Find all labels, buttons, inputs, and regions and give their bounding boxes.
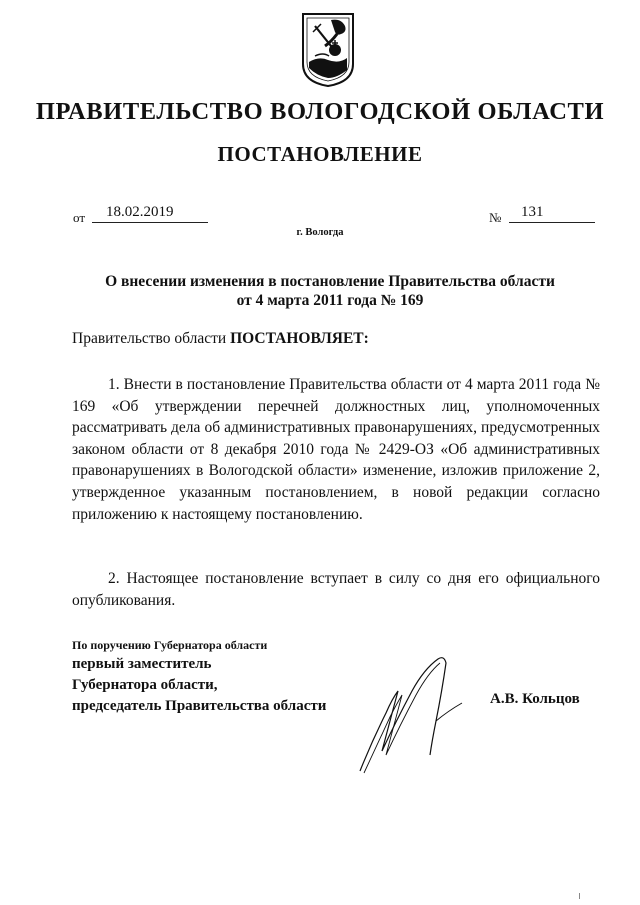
subject-line-2: от 4 марта 2011 года № 169 <box>236 292 424 309</box>
number-label: № <box>489 210 502 225</box>
signatory-line-2: первый заместитель <box>72 656 212 672</box>
vologda-coat-of-arms-icon <box>301 12 355 88</box>
city-label: г. Вологда <box>296 227 344 238</box>
subject-line-1: О внесении изменения в постановление Правительства области <box>105 273 555 290</box>
signer-name: А.В. Кольцов <box>490 691 580 707</box>
signatory-line-1: По поручению Губернатора области <box>72 638 268 652</box>
preamble-text: Правительство области <box>72 330 227 347</box>
handwritten-signature-icon <box>352 651 492 776</box>
scan-mark <box>579 893 580 899</box>
body-paragraph-1: 1. Внести в постановление Правительства области от 4 марта 2011 года № 169 «Об утверждении перечней должностных лиц, уполномоченных рассматривать дела об административных правонарушениях, предусмотренных законом области от 8 декабря 2010 года № 2429-ОЗ «Об административных правонарушениях в Вологодской области» изменение, изложив приложение 2, утвержденное указанным постановлением, в новой редакции согласно приложению к настоящему постановлению. <box>72 376 600 523</box>
document-type-title: ПОСТАНОВЛЕНИЕ <box>217 142 423 166</box>
document-date: 18.02.2019 <box>92 204 208 223</box>
date-label: от <box>73 210 86 225</box>
preamble <box>72 330 369 348</box>
signatory-position <box>72 637 326 717</box>
preamble-emphasis: ПОСТАНОВЛЯЕТ: <box>230 330 369 347</box>
body-paragraph-2: 2. Настоящее постановление вступает в силу со дня его официального опубликования. <box>72 570 600 609</box>
document-subject <box>60 272 600 310</box>
document-number: 131 <box>509 204 595 223</box>
signatory-line-4: председатель Правительства области <box>72 698 327 714</box>
government-title: ПРАВИТЕЛЬСТВО ВОЛОГОДСКОЙ ОБЛАСТИ <box>35 98 605 125</box>
signatory-line-3: Губернатора области, <box>72 677 218 693</box>
